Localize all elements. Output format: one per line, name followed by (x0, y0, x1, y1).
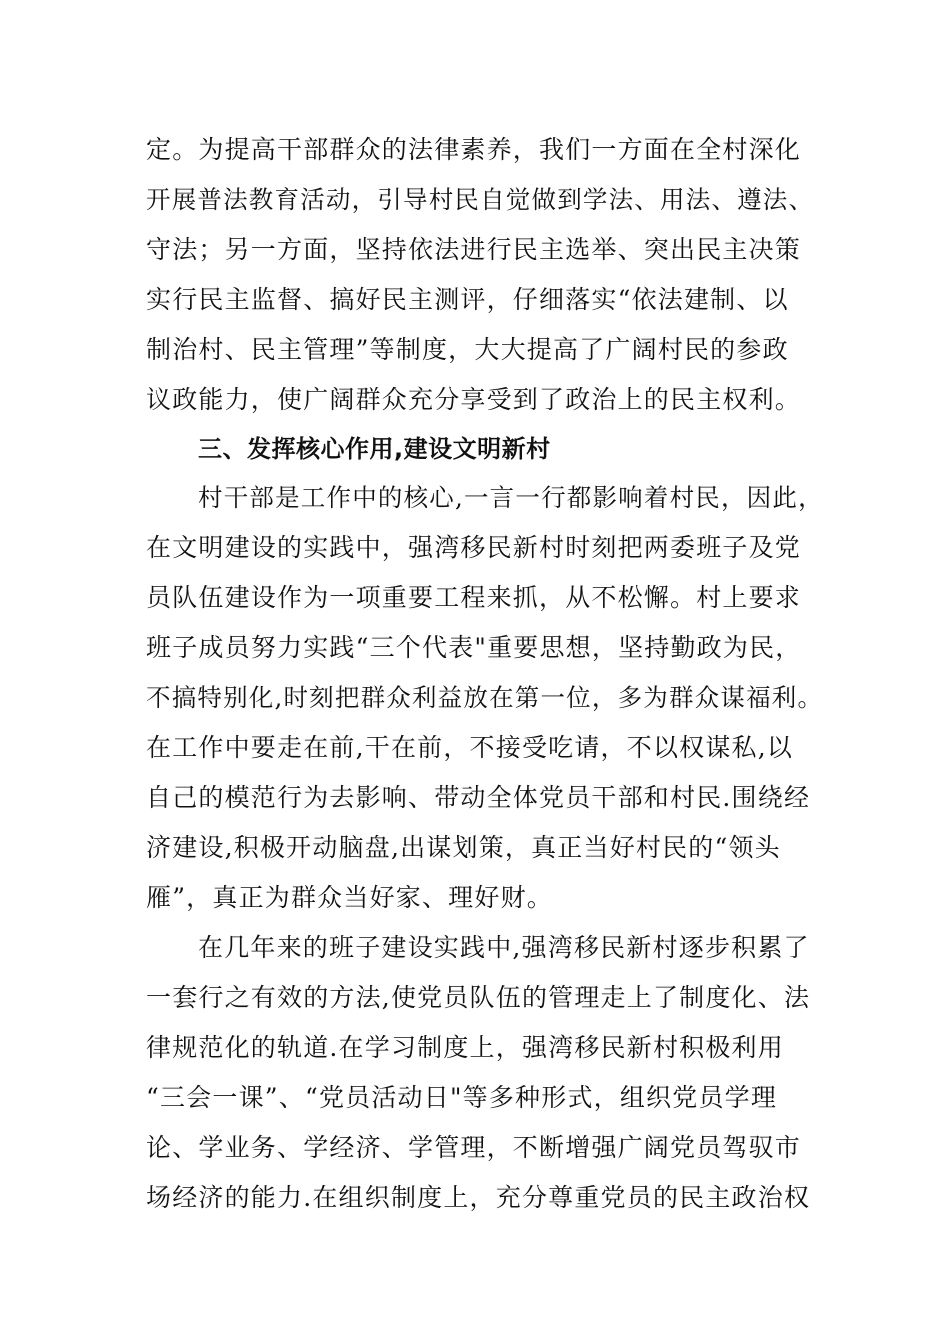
para2-line-7: 自己的模范行为去影响、带动全体党员干部和村民.围绕经 (146, 783, 811, 812)
para1-line-2: 开展普法教育活动，引导村民自觉做到学法、用法、遵法、 (146, 185, 815, 214)
para2-line-4: 班子成员努力实践“三个代表"重要思想，坚持勤政为民， (146, 633, 802, 662)
para3-line-2: 一套行之有效的方法,使党员队伍的管理走上了制度化、法 (146, 983, 811, 1012)
para3-line-3: 律规范化的轨道.在学习制度上，强湾移民新村积极利用 (146, 1033, 784, 1062)
para2-line-8: 济建设,积极开动脑盘,出谋划策，真正当好村民的“领头 (146, 833, 781, 862)
para1-line-1: 定。为提高干部群众的法律素养，我们一方面在全村深化 (146, 135, 802, 164)
para3-line-4: “三会一课”、“党员活动日"等多种形式，组织党员学理 (146, 1083, 778, 1112)
section-heading: 三、发挥核心作用,建设文明新村 (198, 435, 551, 463)
para1-line-3: 守法；另一方面，坚持依法进行民主选举、突出民主决策 (146, 235, 802, 264)
para1-line-6: 议政能力，使广阔群众充分享受到了政治上的民主权利。 (146, 385, 802, 414)
para3-line-1: 在几年来的班子建设实践中,强湾移民新村逐步积累了 (198, 933, 810, 962)
para2-line-5: 不搞特别化,时刻把群众利益放在第一位，多为群众谋福利。 (146, 683, 824, 712)
para2-line-1: 村干部是工作中的核心,一言一行都影响着村民，因此， (198, 483, 824, 512)
para1-line-4: 实行民主监督、搞好民主测评，仔细落实“依法建制、以 (146, 285, 789, 314)
para2-line-2: 在文明建设的实践中，强湾移民新村时刻把两委班子及党 (146, 533, 802, 562)
para3-line-6: 场经济的能力.在组织制度上，充分尊重党员的民主政治权 (146, 1183, 811, 1212)
para1-line-5: 制治村、民主管理”等制度，大大提高了广阔村民的参政 (146, 335, 789, 364)
para2-line-9: 雁”，真正为群众当好家、理好财。 (146, 883, 553, 912)
para2-line-3: 员队伍建设作为一项重要工程来抓，从不松懈。村上要求 (146, 583, 802, 612)
para2-line-6: 在工作中要走在前,干在前，不接受吃请，不以权谋私,以 (146, 733, 794, 762)
para3-line-5: 论、学业务、学经济、学管理，不断增强广阔党员驾驭市 (146, 1133, 802, 1162)
